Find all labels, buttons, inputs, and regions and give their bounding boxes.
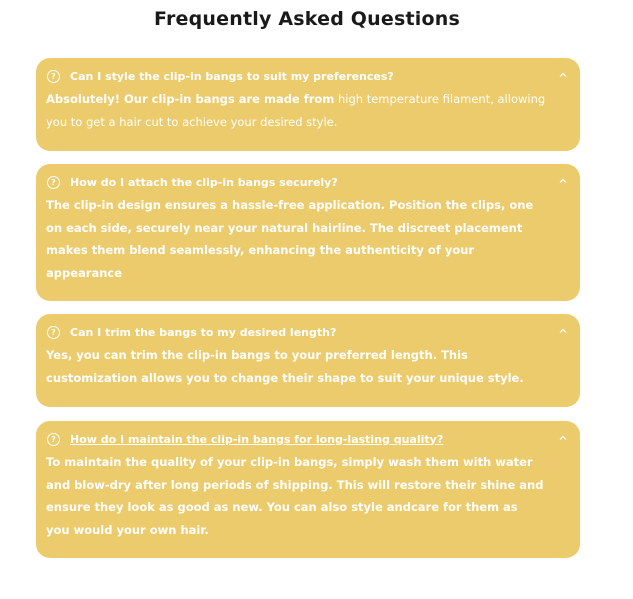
faq-item-header[interactable]	[46, 64, 570, 88]
faq-answer-line: and blow-dry after long periods of shipping. This will restore their shine and	[46, 477, 544, 492]
faq-question[interactable]: Can I style the clip-in bangs to suit my preferences?	[70, 69, 394, 83]
faq-question[interactable]: Can I trim the bangs to my desired length?	[70, 325, 337, 339]
chevron-up-icon[interactable]	[558, 433, 568, 443]
question-circle-icon: ?	[47, 326, 60, 339]
faq-answer-line: on each side, securely near your natural hairline. The discreet placement	[46, 220, 523, 235]
faq-item	[36, 164, 580, 301]
faq-answer-bold: Absolutely! Our clip-in bangs are made from	[46, 92, 335, 106]
faq-answer-line: The clip-in design ensures a hassle-free application. Position the clips, one	[46, 198, 534, 212]
faq-answer-normal: high temperature filament, allowing	[334, 92, 546, 106]
faq-answer-line: customization allows you to change their shape to suit your unique style.	[46, 370, 524, 385]
chevron-up-icon[interactable]	[558, 326, 568, 336]
faq-question[interactable]: How do I maintain the clip-in bangs for long-lasting quality?	[70, 432, 444, 446]
faq-item-header[interactable]	[46, 320, 570, 344]
faq-item-header[interactable]	[46, 170, 570, 194]
faq-question[interactable]: How do I attach the clip-in bangs securely?	[70, 175, 338, 189]
faq-answer-line	[46, 88, 570, 111]
faq-item-header[interactable]	[46, 427, 570, 451]
faq-answer	[46, 88, 570, 133]
faq-answer	[46, 194, 570, 284]
faq-item	[36, 314, 580, 407]
faq-answer	[46, 344, 570, 389]
question-circle-icon: ?	[47, 433, 60, 446]
page-title: Frequently Asked Questions	[154, 8, 460, 30]
question-circle-icon: ?	[47, 70, 60, 83]
faq-answer-line: you to get a hair cut to achieve your desired style.	[46, 114, 338, 129]
faq-answer-line: appearance	[46, 265, 123, 280]
faq-answer-line: makes them blend seamlessly, enhancing the authenticity of your	[46, 243, 475, 257]
faq-answer	[46, 451, 570, 541]
chevron-up-icon[interactable]	[558, 176, 568, 186]
faq-answer-line: To maintain the quality of your clip-in bangs, simply wash them with water	[46, 455, 533, 469]
chevron-up-icon[interactable]	[558, 70, 568, 80]
faq-item	[36, 58, 580, 151]
faq-item	[36, 421, 580, 558]
faq-answer-line: ensure they look as good as new. You can also style andcare for them as	[46, 500, 518, 514]
faq-answer-line: Yes, you can trim the clip-in bangs to your preferred length. This	[46, 348, 468, 362]
faq-answer-line: you would your own hair.	[46, 522, 209, 537]
question-circle-icon: ?	[47, 176, 60, 189]
